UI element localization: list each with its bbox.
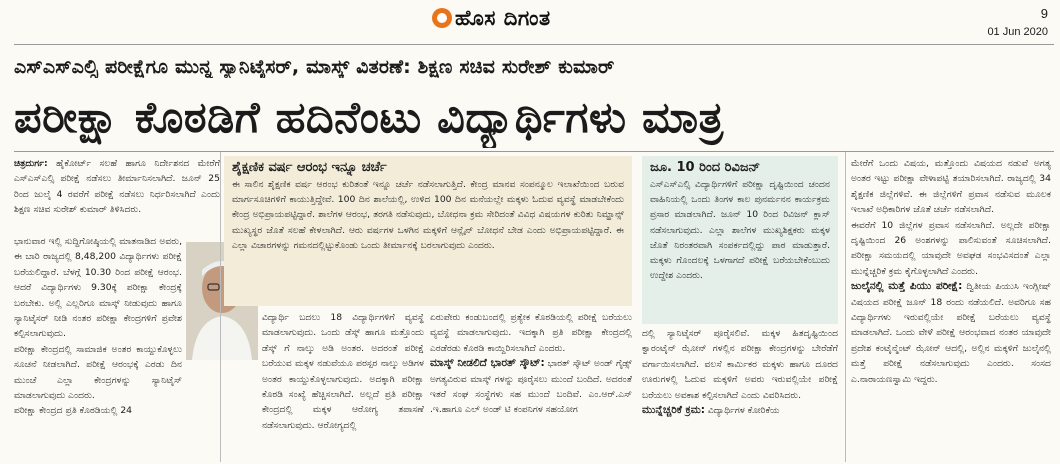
- col3-text-2: ಭಾರತ್ ಸ್ಕೌಟ್ ಅಂಡ್ ಗೈಡ್ಸ್ ಅಗತ್ಯವಿರುವ ಮಾಸ್ಕ್ ಗಳನ್ನು ಪೂರೈಸಲು ಮುಂದೆ ಬಂದಿದೆ. ಅದರಂತೆ ಇತರೆ ಸಂಘ ಸಂಸ್ಥೆಗಳು ಸಹ ಮುಂದೆ ಬಂದಿವೆ. ಎಂ.ಆರ್.ಎಸ್ .ಇ.ಹಾಗೂ ಎಲ್ ಅಂಡ್ ಟಿ ಕಂಪನಿಗಳ ಸಹಯೋಗ: [430, 358, 632, 416]
- article-column-3: [430, 310, 632, 460]
- article-column-5: [851, 156, 1051, 460]
- box2-body: ಎಸ್ಎಸ್ಎಲ್ಸಿ ವಿದ್ಯಾರ್ಥಿಗಳಿಗೆ ಪರೀಕ್ಷಾ ದೃಷ್ಟಿಯಿಂದ ಚಂದನ ವಾಹಿನಿಯಲ್ಲಿ ಒಂದು ತಿಂಗಳ ಕಾಲ ಪುನರ್ಮನನ ಕಾರ್ಯಕ್ರಮ ಪ್ರಸಾರ ಮಾಡಲಾಗಿದೆ. ಜೂನ್ 10 ರಿಂದ ರಿವಿಜನ್ ಕ್ಲಾಸ್ ನಡೆಸಲಾಗುವುದು. ಎಲ್ಲಾ ಶಾಲೆಗಳ ಮುಖ್ಯಶಿಕ್ಷಕರು ಮಕ್ಕಳ ಜೊತೆ ನಿರಂತರವಾಗಿ ಸಂಪರ್ಕದಲ್ಲಿದ್ದು ಪಾಠ ಮಾಡುತ್ತಾರೆ. ಮಕ್ಕಳು ಗೊಂದಲಕ್ಕೆ ಒಳಗಾಗದೆ ಪರೀಕ್ಷೆ ಬರೆಯಬೇಕೆಂಬುದು ಉದ್ದೇಶ ಎಂದರು.: [650, 179, 830, 282]
- article-column-2: [262, 310, 424, 460]
- col5-text-2: ಈವರೆಗೆ 10 ಜಿಲ್ಲೆಗಳ ಪ್ರವಾಸ ನಡೆಸಲಾಗಿದೆ. ಅಲ್ಲದೇ ಪರೀಕ್ಷಾ ದೃಷ್ಟಿಯಿಂದ 26 ಅಂಶಗಳನ್ನು ಪಾಲಿಸುವಂತೆ ಸೂಚಿಸಲಾಗಿದೆ. ಪರೀಕ್ಷಾ ಸಮಯದಲ್ಲಿ ಯಾವುದೇ ಅವಘಡ ಸಂಭವಿಸದಂತೆ ಎಲ್ಲಾ ಮುನ್ನೆಚ್ಚರಿಕೆ ಕ್ರಮ ಕೈಗೊಳ್ಳಲಾಗಿದೆ ಎಂದರು.: [851, 219, 1051, 277]
- col4-subheading: ಮುನ್ನೆಚ್ಚರಿಕೆ ಕ್ರಮ:: [642, 404, 705, 417]
- main-headline: ಪರೀಕ್ಷಾ ಕೊಠಡಿಗೆ ಹದಿನೆಂಟು ವಿದ್ಯಾರ್ಥಿಗಳು ಮಾತ್ರ: [14, 93, 724, 143]
- sidebar-box-revision: [642, 156, 838, 324]
- dateline: ಚಿತ್ರದುರ್ಗ:: [14, 158, 48, 169]
- logo-text: ಹೊಸ ದಿಗಂತ: [455, 5, 551, 30]
- col4-text-2: ವಿದ್ಯಾರ್ಥಿಗಳ ಕೋರಿಕೆಯ: [707, 405, 780, 417]
- col3-text-1: ಏರುಪೇರು ಕಂಡುಬಂದಲ್ಲಿ ಪ್ರತ್ಯೇಕ ಕೊಠಡಿಯಲ್ಲಿ ಪರೀಕ್ಷೆ ಬರೆಯಲು ವ್ಯವಸ್ಥೆ ಮಾಡಲಾಗುವುದು. ಇದಕ್ಕಾಗಿ ಪ್ರತಿ ಪರೀಕ್ಷಾ ಕೇಂದ್ರದಲ್ಲಿ ಎರಡೆರಡು ಕೊಠಡಿ ಕಾಯ್ದಿರಿಸಲಾಗಿದೆ ಎಂದರು.: [430, 312, 632, 354]
- newspaper-logo: [432, 4, 551, 32]
- article-column-1-wrap: [14, 234, 182, 458]
- masthead: [0, 0, 1060, 44]
- box2-title: ಜೂ. 10 ರಿಂದ ರಿವಿಜನ್: [650, 160, 761, 175]
- col1-paragraph-2: ಭಾನುವಾರ ಇಲ್ಲಿ ಸುದ್ದಿಗೋಷ್ಠಿಯಲ್ಲಿ ಮಾತನಾಡಿದ ಅವರು, ಈ ಬಾರಿ ರಾಜ್ಯದಲ್ಲಿ 8,48,200 ವಿದ್ಯಾರ್ಥಿಗಳು ಪರೀಕ್ಷೆ ಬರೆಯಲಿದ್ದಾರೆ. ಬೆಳಗ್ಗೆ 10.30 ರಿಂದ ಪರೀಕ್ಷೆ ಆರಂಭ. ಆದರೆ ವಿದ್ಯಾರ್ಥಿಗಳು 9.30ಕ್ಕೆ ಪರೀಕ್ಷಾ ಕೇಂದ್ರಕ್ಕೆ ಬರಬೇಕು. ಅಲ್ಲಿ ಎಲ್ಲರಿಗೂ ಮಾಸ್ಕ್ ನೀಡುವುದು ಹಾಗೂ ಸ್ಯಾನಿಟೈಸರ್ ನೀಡಿ ನಂತರ ಪರೀಕ್ಷಾ ಕೇಂದ್ರಗಳಿಗೆ ಪ್ರವೇಶ ಕಲ್ಪಿಸಲಾಗುವುದು.: [14, 236, 182, 340]
- col1-paragraph-3: ಪರೀಕ್ಷಾ ಕೇಂದ್ರದಲ್ಲಿ ಸಾಮಾಜಿಕ ಅಂತರ ಕಾಯ್ದುಕೊಳ್ಳಲು ಸೂಚನೆ ನೀಡಲಾಗಿದೆ. ಪರೀಕ್ಷೆ ಆರಂಭಕ್ಕೆ ಎರಡು ದಿನ ಮುಂಚೆ ಎಲ್ಲಾ ಕೇಂದ್ರಗಳನ್ನು ಸ್ಯಾನಿಟೈಸ್ ಮಾಡಲಾಗುವುದು ಎಂದರು.: [14, 343, 182, 402]
- col4-text-1: ದಲ್ಲಿ ಸ್ಯಾನಿಟೈಸರ್ ಪೂರೈಸಲಿವೆ. ಮಕ್ಕಳ ಹಿತದೃಷ್ಟಿಯಿಂದ ಕ್ವಾರಂಟೈನ್ ಝೋನ್ ಗಳಲ್ಲಿನ ಪರೀಕ್ಷಾ ಕೇಂದ್ರಗಳನ್ನು ಬೇರೆಡೆಗೆ ವರ್ಗಾಯಿಸಲಾಗಿದೆ. ವಲಸೆ ಕಾರ್ಮಿಕರ ಮಕ್ಕಳು ಹಾಗೂ ದೂರದ ಊರುಗಳಲ್ಲಿ ಓದುವ ಮಕ್ಕಳಿಗೆ ಅವರು ಇರುವಲ್ಲಿಯೇ ಪರೀಕ್ಷೆ ಬರೆಯಲು ಅವಕಾಶ ಕಲ್ಪಿಸಲಾಗಿದೆ ಎಂದು ವಿವರಿಸಿದರು.: [642, 328, 838, 401]
- headline-divider: [14, 151, 1054, 152]
- masthead-divider: [14, 44, 1054, 45]
- sun-logo-icon: [432, 8, 452, 28]
- box1-body: ಈ ಸಾಲಿನ ಶೈಕ್ಷಣಿಕ ವರ್ಷ ಆರಂಭ ಕುರಿತಂತೆ ಇನ್ನೂ ಚರ್ಚೆ ನಡೆಸಲಾಗುತ್ತಿದೆ. ಕೇಂದ್ರ ಮಾನವ ಸಂಪನ್ಮೂಲ ಇಲಾಖೆಯಿಂದ ಬರುವ ಮಾರ್ಗಸೂಚಿಗಳಿಗೆ ಕಾಯುತ್ತಿದ್ದೇವೆ. 100 ದಿನ ಶಾಲೆಯಲ್ಲಿ, ಉಳಿದ 100 ದಿನ ಮನೆಯಲ್ಲೇ ಮಕ್ಕಳು ಓದುವ ವ್ಯವಸ್ಥೆ ಮಾಡಬೇಕೆಂದು ಕೇಂದ್ರ ಅಭಿಪ್ರಾಯಪಟ್ಟಿದ್ದಾರೆ. ಶಾಲೆಗಳ ಆರಂಭ, ತರಗತಿ ನಡೆಸುವುದು, ಬೋಧನಾ ಕ್ರಮ ಸೇರಿದಂತೆ ವಿವಿಧ ವಿಷಯಗಳ ಕುರಿತು ನಿಮ್ಹಾನ್ಸ್ ಮುಖ್ಯಸ್ಥರ ಜೊತೆ ಸಲಹೆ ಕೇಳಲಾಗಿದೆ. ಆರು ವರ್ಷಗಳ ಒಳಗಿನ ಮಕ್ಕಳಿಗೆ ಆನ್ಲೈನ್ ಬೋಧನೆ ಬೇಡ ಎಂದು ಅಭಿಪ್ರಾಯಪಟ್ಟಿದ್ದಾರೆ. ಈ ಎಲ್ಲಾ ವಿಚಾರಗಳನ್ನು ಗಮನದಲ್ಲಿಟ್ಟುಕೊಂಡು ಒಂದು ತೀರ್ಮಾನಕ್ಕೆ ಬರಲಾಗುವುದು ಎಂದರು.: [232, 179, 624, 251]
- col2-text: ವಿದ್ಯಾರ್ಥಿ ಬದಲು 18 ವಿದ್ಯಾರ್ಥಿಗಳಿಗೆ ವ್ಯವಸ್ಥೆ ಮಾಡಲಾಗುವುದು. ಒಂದು ಡೆಸ್ಕ್ ಹಾಗೂ ಮತ್ತೊಂದು ಡೆಸ್ಕ್ ಗೆ ನಾಲ್ಕು ಅಡಿ ಅಂತರ. ಅದರಂತೆ ಪರೀಕ್ಷೆ ಬರೆಯುವ ಮಕ್ಕಳ ನಡುವೆಯೂ ಪರಸ್ಪರ ನಾಲ್ಕು ಅಡಿಗಳ ಅಂತರ ಕಾಯ್ದುಕೊಳ್ಳಲಾಗುವುದು. ಅದಕ್ಕಾಗಿ ಪರೀಕ್ಷಾ ಕೊಠಡಿ ಸಂಖ್ಯೆ ಹೆಚ್ಚಿಸಲಾಗಿದೆ. ಅಲ್ಲದೆ ಪ್ರತಿ ಪರೀಕ್ಷಾ ಕೇಂದ್ರದಲ್ಲಿ ಮಕ್ಕಳ ಆರೋಗ್ಯ ತಪಾಸಣೆ ನಡೆಸಲಾಗುವುದು. ಆರೋಗ್ಯದಲ್ಲಿ: [262, 312, 424, 431]
- col1-paragraph-4: ಪರೀಕ್ಷಾ ಕೇಂದ್ರದ ಪ್ರತಿ ಕೊಠಡಿಯಲ್ಲಿ 24: [14, 405, 133, 417]
- article-column-4: [642, 326, 838, 460]
- box1-title: ಶೈಕ್ಷಣಿಕ ವರ್ಷ ಆರಂಭ ಇನ್ನೂ ಚರ್ಚೆ: [232, 160, 387, 175]
- kicker-headline: ಎಸ್ಎಸ್ಎಲ್ಸಿ ಪರೀಕ್ಷೆಗೂ ಮುನ್ನ ಸ್ಯಾನಿಟೈಸರ್, ಮಾಸ್ಕ್ ವಿತರಣೆ: ಶಿಕ್ಷಣ ಸಚಿವ ಸುರೇಶ್ ಕುಮಾರ್: [14, 56, 615, 78]
- sidebar-box-academic-year: [224, 156, 632, 306]
- col3-subheading: ಮಾಸ್ಕ್ ನೀಡಲಿದೆ ಭಾರತ್ ಸ್ಕೌಟ್:: [430, 357, 545, 370]
- column-separator: [220, 152, 221, 462]
- publication-date: 01 Jun 2020: [987, 26, 1048, 38]
- col5-text-3: ದ್ವಿತೀಯ ಪಿಯುಸಿ ಇಂಗ್ಲೀಷ್ ವಿಷಯದ ಪರೀಕ್ಷೆ ಜೂನ್ 18 ರಂದು ನಡೆಯಲಿದೆ. ಅವರಿಗೂ ಸಹ ವಿದ್ಯಾರ್ಥಿಗಳು ಇರುವಲ್ಲಿಯೇ ಪರೀಕ್ಷೆ ಬರೆಯಲು ವ್ಯವಸ್ಥೆ ಮಾಡಲಾಗಿದೆ. ಒಂದು ವೇಳೆ ಪರೀಕ್ಷೆ ಆರಂಭವಾದ ನಂತರ ಯಾವುದೇ ಪ್ರದೇಶ ಕಂಟೈನ್ಮೆಂಟ್ ಝೋನ್ ಆದಲ್ಲಿ, ಅಲ್ಲಿನ ಮಕ್ಕಳಿಗೆ ಜುಲೈನಲ್ಲಿ ಮತ್ತೆ ಪರೀಕ್ಷೆ ನಡೆಸಲಾಗುವುದು ಎಂದರು. ಸಂಸದ ಎ.ನಾರಾಯಣಸ್ವಾಮಿ ಇದ್ದರು.: [851, 281, 1051, 385]
- article-column-1-top: [14, 156, 220, 242]
- col5-subheading: ಜುಲೈನಲ್ಲಿ ಮತ್ತೆ ಪಿಯು ಪರೀಕ್ಷೆ:: [851, 280, 963, 293]
- page-number: 9: [1040, 6, 1048, 21]
- col1-paragraph-1: ಹೈಕೋರ್ಟ್ ಸಲಹೆ ಹಾಗೂ ನಿರ್ದೇಶನದ ಮೇರೆಗೆ ಎಸ್ಎಸ್ಎಲ್ಸಿ ಪರೀಕ್ಷೆ ನಡೆಸಲು ತೀರ್ಮಾನಿಸಲಾಗಿದೆ. ಜೂನ್ 25 ರಿಂದ ಜುಲೈ 4 ರವರೆಗೆ ಪರೀಕ್ಷೆ ನಡೆಸಲು ನಿರ್ಧರಿಸಲಾಗಿದೆ ಎಂದು ಶಿಕ್ಷಣ ಸಚಿವ ಸುರೇಶ್ ಕುಮಾರ್ ತಿಳಿಸಿದರು.: [14, 158, 220, 216]
- column-separator-right: [845, 152, 846, 462]
- col5-text-1: ಮೇರೆಗೆ ಒಂದು ವಿಷಯ, ಮತ್ತೊಂದು ವಿಷಯದ ನಡುವೆ ಅಗತ್ಯ ಅಂತರ ಇಟ್ಟು ಪರೀಕ್ಷಾ ವೇಳಾಪಟ್ಟಿ ತಯಾರಿಸಲಾಗಿದೆ. ರಾಜ್ಯದಲ್ಲಿ 34 ಶೈಕ್ಷಣಿಕ ಜಿಲ್ಲೆಗಳಿವೆ. ಈ ಜಿಲ್ಲೆಗಳಿಗೆ ಪ್ರವಾಸ ನಡೆಸುವ ಮೂಲಕ ಇಲಾಖೆ ಅಧಿಕಾರಿಗಳ ಜೊತೆ ಚರ್ಚೆ ನಡೆಸಲಾಗಿದೆ.: [851, 158, 1051, 216]
